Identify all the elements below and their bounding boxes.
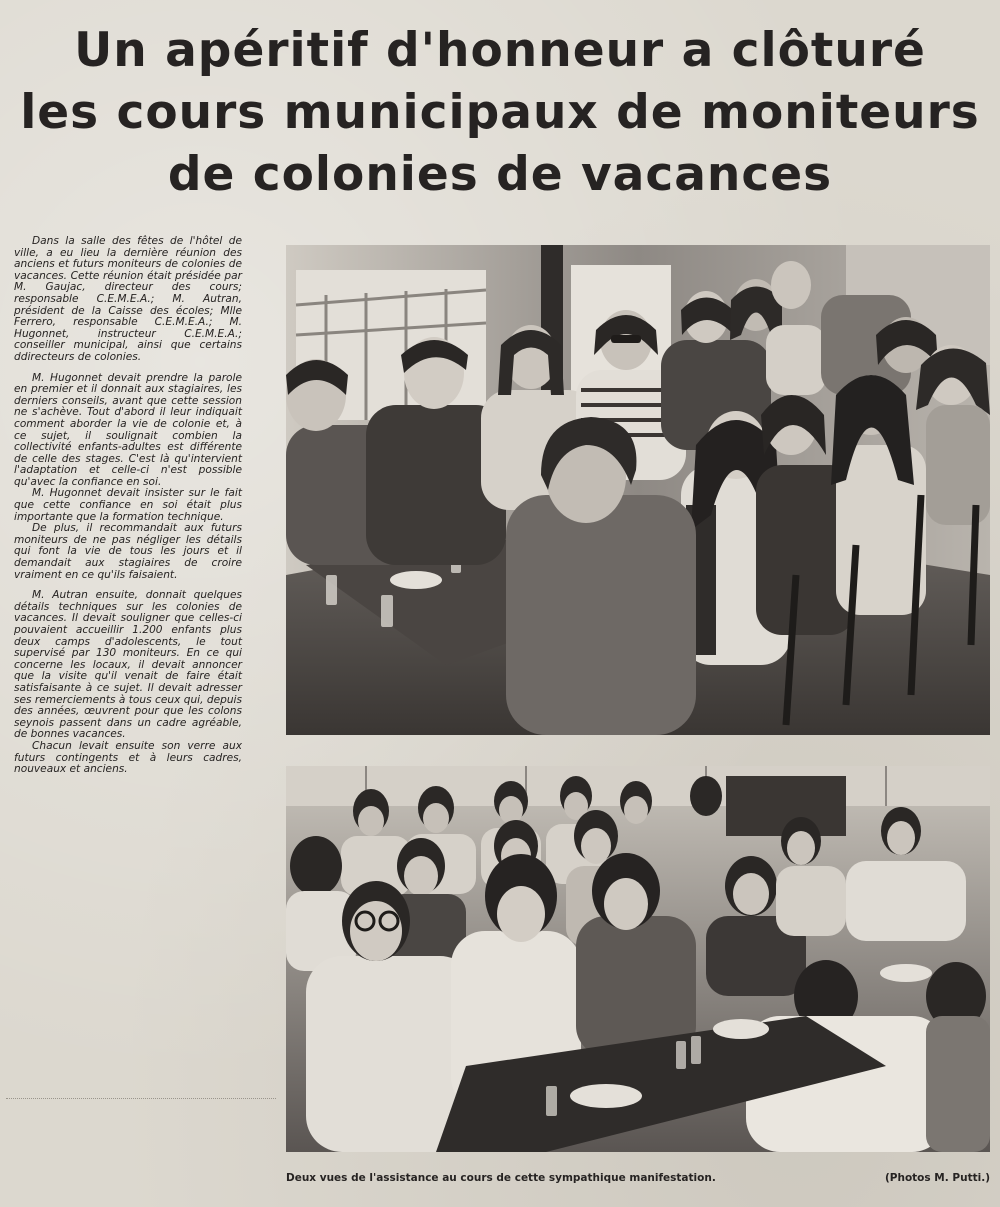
photo-credit: (Photos M. Putti.) <box>884 1172 990 1184</box>
headline-line-1: Un apéritif d'honneur a clôturé <box>74 23 926 78</box>
print-smudge <box>6 1098 276 1105</box>
article-paragraph-6: Chacun levait ensuite son verre aux futurs contingents et à leurs cadres, nouveaux et anciens. <box>14 739 242 776</box>
photo-caption <box>286 1172 990 1184</box>
caption-text: Deux vues de l'assistance au cours de cette sympathique manifestation. <box>286 1172 716 1184</box>
photo-assembly-top <box>286 245 990 735</box>
article-paragraph-5: M. Autran ensuite, donnait quelques détails techniques sur les colonies de vacances. Il devait souligner que celles-ci pouvaient accueillir 1.200 enfants plus deux camps d'adolescents, le tout supervisé par 130 moniteurs. En ce qui concerne les locaux, il devait annoncer que la visite qu'il venait de faire était satisfaisante à ce sujet. Il devait adresser ses remerciements à tous ceux qui, depuis des années, œuvrent pour que les colons seynois passent dans un cadre agréable, de bonnes vacances. <box>14 589 242 741</box>
photo-top-drawing <box>286 245 990 735</box>
photo-bottom-drawing <box>286 766 990 1152</box>
headline-line-3: de colonies de vacances <box>167 147 833 202</box>
article-paragraph-4: De plus, il recommandait aux futurs moniteurs de ne pas négliger les détails qui font la vie de tous les jours et il demandait aux stagiaires de croire vraiment en ce qu'ils faisaient. <box>14 522 242 581</box>
headline-line-2: les cours municipaux de moniteurs <box>20 85 980 140</box>
article-body <box>14 236 242 785</box>
article-paragraph-1: Dans la salle des fêtes de l'hôtel de ville, a eu lieu la dernière réunion des anciens et futurs moniteurs de colonies de vacances. Cette réunion était présidée par M. Gaujac, directeur des cours; responsable C.E.M.E.A.; M. Autran, président de la Caisse des écoles; Mlle Ferrero, responsable C.E.M.E.A.; M. Hugonnet, instructeur C.E.M.E.A.; conseiller municipal, ainsi que certains ddirecteurs de colonies. <box>14 235 242 363</box>
article-paragraph-2: M. Hugonnet devait prendre la parole en premier et il donnait aux stagiaires, les derniers conseils, avant que cette session ne s'achève. Tout d'abord il leur indiquait comment aborder la vie de colonie et, à ce sujet, il soulignait combien la collectivité enfants-adultes est différente de celle des stages. C'est là qu'intervient l'adaptation et celle-ci n'est possible qu'avec la confiance en soi. <box>14 371 242 488</box>
headline <box>10 20 990 206</box>
photo-assembly-bottom <box>286 766 990 1152</box>
article-paragraph-3: M. Hugonnet devait insister sur le fait que cette confiance en soi était plus importante que la formation technique. <box>14 487 242 523</box>
